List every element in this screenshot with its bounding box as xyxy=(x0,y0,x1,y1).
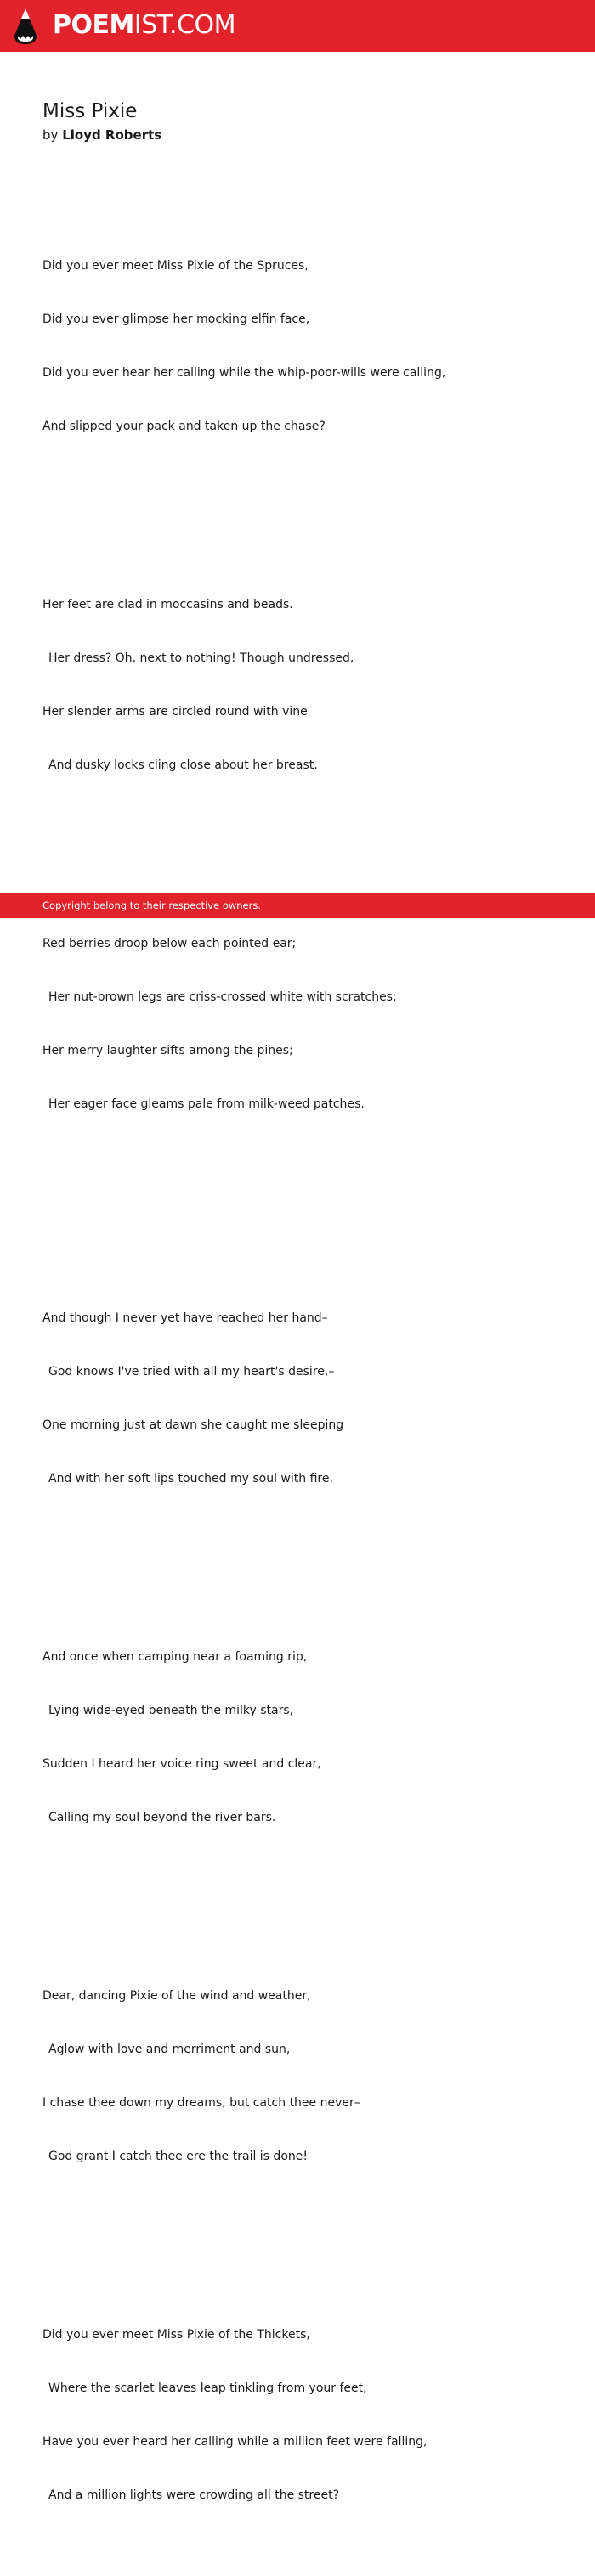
poem-line: And once when camping near a foaming rip, xyxy=(42,1650,308,1664)
byline xyxy=(42,127,162,144)
stanza xyxy=(42,222,570,471)
poem-line: Did you ever meet Miss Pixie of the Spruces, xyxy=(42,259,309,273)
poem-line: Aglow with love and merriment and sun, xyxy=(48,2043,291,2056)
poem-line: And with her soft lips touched my soul with fire. xyxy=(48,1472,333,1485)
poem-line: Her nut-brown legs are criss-crossed white with scratches; xyxy=(48,990,397,1004)
poem-line: Her eager face gleams pale from milk-weed patches. xyxy=(48,1097,365,1111)
poem-title: Miss Pixie xyxy=(42,100,138,122)
poem-line: Her slender arms are circled round with vine xyxy=(42,705,308,719)
poem-line: One morning just at dawn she caught me sleeping xyxy=(42,1418,344,1432)
pencil-icon[interactable] xyxy=(14,8,37,45)
poem-line: Her feet are clad in moccasins and beads. xyxy=(42,598,293,612)
poem-body xyxy=(42,186,570,2576)
logo-text-light: IST.COM xyxy=(133,10,235,40)
poem-line: God knows I've tried with all my heart's desire,– xyxy=(48,1365,335,1378)
poem-line: Did you ever hear her calling while the whip-poor-wills were calling, xyxy=(42,366,446,380)
poem-line: And slipped your pack and taken up the chase? xyxy=(42,420,326,433)
stanza xyxy=(42,2291,570,2540)
poem-line: Her dress? Oh, next to nothing! Though undressed, xyxy=(48,651,354,665)
poem-line: And dusky locks cling close about her breast. xyxy=(48,758,318,772)
poem-line: Have you ever heard her calling while a million feet were falling, xyxy=(42,2435,428,2449)
poem-line: And a million lights were crowding all the street? xyxy=(48,2489,340,2502)
byline-prefix: by xyxy=(42,127,59,143)
poem-line: And though I never yet have reached her hand– xyxy=(42,1311,328,1325)
stanza xyxy=(42,1952,570,2201)
site-footer xyxy=(0,893,595,918)
poem-line: I chase thee down my dreams, but catch thee never– xyxy=(42,2096,360,2110)
logo-text-bold: POEM xyxy=(53,10,134,40)
author-name: Lloyd Roberts xyxy=(62,127,162,143)
site-logo[interactable] xyxy=(53,10,235,41)
poem-line: Did you ever meet Miss Pixie of the Thickets, xyxy=(42,2328,310,2342)
poem-line: Sudden I heard her voice ring sweet and clear, xyxy=(42,1757,321,1771)
poem-line: God grant I catch thee ere the trail is done! xyxy=(48,2150,308,2163)
stanza xyxy=(42,899,570,1149)
stanza xyxy=(42,1613,570,1863)
poem-line: Red berries droop below each pointed ear; xyxy=(42,937,297,950)
poem-line: Lying wide-eyed beneath the milky stars, xyxy=(48,1704,294,1717)
copyright-notice: Copyright belong to their respective owners. xyxy=(42,899,262,911)
poem-line: Her merry laughter sifts among the pines; xyxy=(42,1044,293,1057)
poem-line: Where the scarlet leaves leap tinkling from your feet, xyxy=(48,2382,367,2395)
stanza xyxy=(42,1274,570,1524)
poem-line: Dear, dancing Pixie of the wind and weather, xyxy=(42,1989,311,2003)
poem-line: Calling my soul beyond the river bars. xyxy=(48,1811,276,1824)
site-header xyxy=(0,0,595,52)
poem-line: Did you ever glimpse her mocking elfin face, xyxy=(42,313,310,326)
stanza xyxy=(42,561,570,810)
